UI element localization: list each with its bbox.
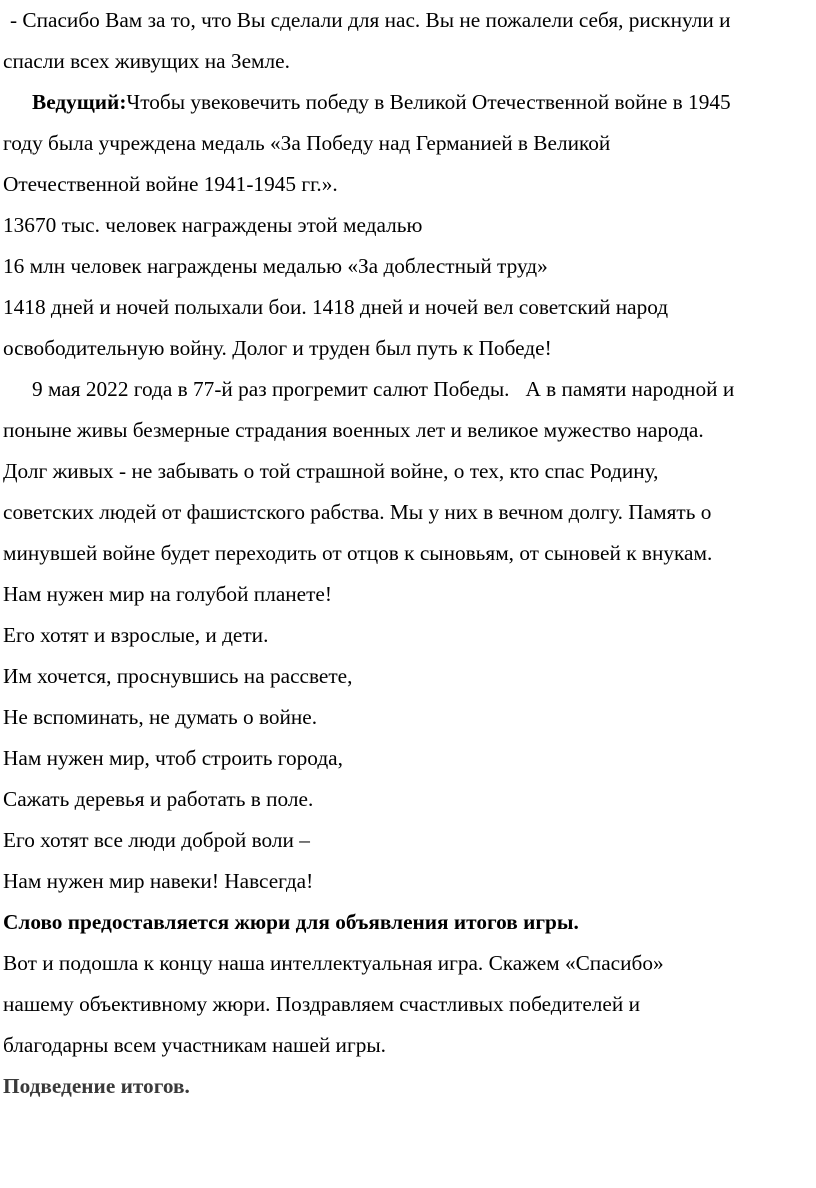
text-line: Вот и подошла к концу наша интеллектуальная игра. Скажем «Спасибо»	[3, 951, 664, 975]
text-line: освободительную войну. Долог и труден был путь к Победе!	[3, 336, 552, 360]
text-line: Отечественной войне 1941-1945 гг.».	[3, 172, 338, 196]
poem-line: Нам нужен мир на голубой планете!	[3, 582, 332, 606]
text-line: 16 млн человек награждены медалью «За доблестный труд»	[3, 254, 548, 278]
host-label: Ведущий:	[32, 90, 127, 114]
text-line: спасли всех живущих на Земле.	[3, 49, 290, 73]
poem-line: Нам нужен мир навеки! Навсегда!	[3, 869, 314, 893]
poem-line: Сажать деревья и работать в поле.	[3, 787, 314, 811]
summary-heading	[3, 1066, 816, 1107]
text-line: 1418 дней и ночей полыхали бои. 1418 дней и ночей вел советский народ	[3, 295, 669, 319]
text-line: минувшей войне будет переходить от отцов к сыновьям, от сыновей к внукам.	[3, 541, 713, 565]
summary-heading-text: Подведение итогов.	[3, 1074, 190, 1098]
text-line: - Спасибо Вам за то, что Вы сделали для нас. Вы не пожалели себя, рискнули и	[10, 8, 731, 32]
poem-line: Его хотят все люди доброй воли –	[3, 828, 310, 852]
poem-line: Нам нужен мир, чтоб строить города,	[3, 746, 343, 770]
poem-line: Не вспоминать, не думать о войне.	[3, 705, 318, 729]
text-line: 9 мая 2022 года в 77-й раз прогремит салют Победы. А в памяти народной и	[32, 377, 735, 401]
poem-line: Его хотят и взрослые, и дети.	[3, 623, 269, 647]
host-paragraph-line	[3, 82, 816, 123]
jury-heading-text: Слово предоставляется жюри для объявления итогов игры.	[3, 910, 579, 934]
host-text: Чтобы увековечить победу в Великой Отечественной войне в 1945	[126, 90, 731, 114]
text-line: Долг живых - не забывать о той страшной войне, о тех, кто спас Родину,	[3, 459, 659, 483]
text-line: нашему объективному жюри. Поздравляем счастливых победителей и	[3, 992, 640, 1016]
text-line: поныне живы безмерные страдания военных лет и великое мужество народа.	[3, 418, 704, 442]
text-line: году была учреждена медаль «За Победу над Германией в Великой	[3, 131, 611, 155]
poem-line: Им хочется, проснувшись на рассвете,	[3, 664, 353, 688]
document-page	[3, 0, 816, 1107]
text-line: 13670 тыс. человек награждены этой медалью	[3, 213, 423, 237]
text-line: советских людей от фашистского рабства. Мы у них в вечном долгу. Память о	[3, 500, 712, 524]
jury-heading	[3, 902, 816, 943]
text-line: благодарны всем участникам нашей игры.	[3, 1033, 386, 1057]
